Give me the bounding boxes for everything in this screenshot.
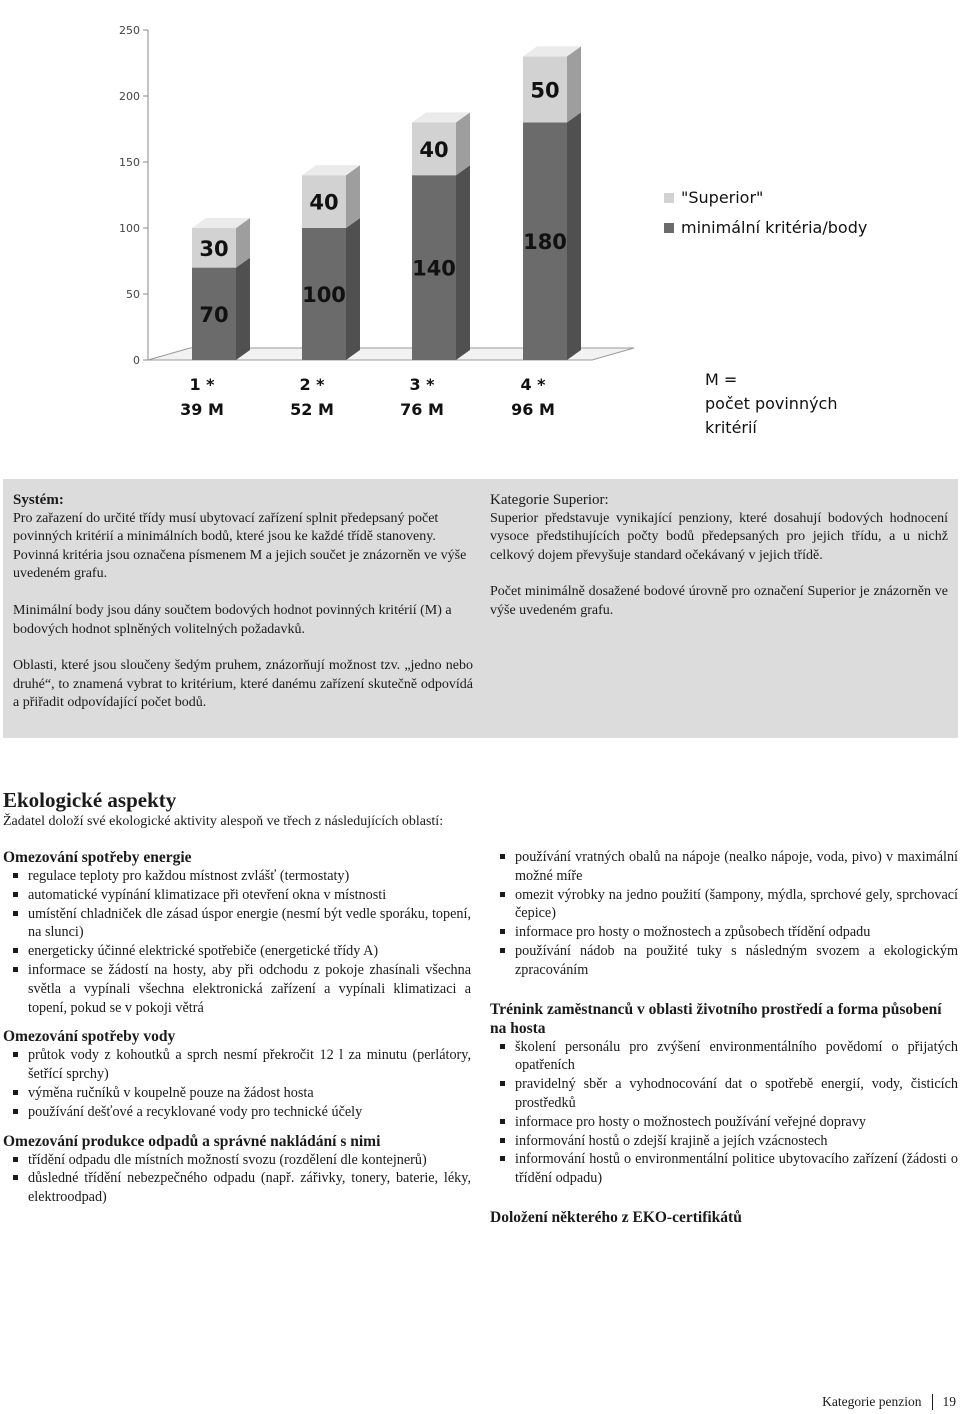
list-item-text: používání vratných obalů na nápoje (nealko nápoje, voda, pivo) v maximální možné míře [515, 849, 958, 884]
water-list [3, 1046, 471, 1121]
chart-note: kritérií [705, 418, 757, 437]
list-item [3, 942, 471, 961]
bar-value-label: 180 [523, 230, 567, 255]
square-bullet-icon [13, 1052, 18, 1057]
waste-list [3, 1151, 471, 1207]
list-item-text: informace se žádostí na hosty, aby při odchodu z pokoje zhasínali všechna světla a vypínali všechna elektronická zařízení a vypínali klimatizaci a topení, pokud se v pokoji větrá [28, 961, 471, 1016]
list-item [490, 1132, 958, 1151]
square-bullet-icon [13, 1090, 18, 1095]
list-item [490, 1113, 958, 1132]
legend-swatch [664, 223, 674, 233]
system-column [13, 491, 473, 713]
energy-list [3, 867, 471, 1017]
superior-heading: Kategorie Superior: [490, 492, 609, 508]
water-heading: Omezování spotřeby vody [3, 1028, 176, 1046]
waste-list-continued [490, 848, 958, 980]
list-item [3, 905, 471, 943]
page-number: 19 [942, 1394, 956, 1409]
bar-value-label: 50 [530, 78, 560, 103]
y-tick-label: 100 [119, 222, 140, 235]
category-label: 1 * [189, 375, 215, 394]
list-item-text: výměna ručníků v koupelně pouze na žádost hosta [28, 1084, 314, 1101]
list-item-text: třídění odpadu dle místních možností svozu (rozdělení dle kontejnerů) [28, 1151, 427, 1168]
list-item [490, 886, 958, 924]
list-item [490, 1075, 958, 1113]
system-paragraph-3: Oblasti, které jsou sloučeny šedým pruhem, znázorňují možnost tzv. „jedno nebo druhé“, to znamená vybrat to kritérium, které danému zařízení skutečně odpovídá a přiřadit odpovídající počet bodů. [13, 658, 473, 711]
category-label: 3 * [409, 375, 435, 394]
square-bullet-icon [13, 1157, 18, 1162]
list-item-text: informování hostů o environmentální politice ubytovacího zařízení (žádosti o třídění odpadu) [515, 1151, 958, 1187]
superior-column [490, 491, 948, 621]
category-sublabel: 52 M [290, 400, 334, 419]
square-bullet-icon [500, 1156, 505, 1161]
chart-note: počet povinných [705, 394, 838, 413]
square-bullet-icon [500, 1119, 505, 1124]
square-bullet-icon [500, 892, 505, 897]
list-item-text: informace pro hosty o možnostech používání veřejné dopravy [515, 1113, 867, 1130]
training-heading: Trénink zaměstnanců v oblasti životního prostředí a forma působení na hosta [490, 1000, 942, 1037]
square-bullet-icon [500, 929, 505, 934]
chart-note: M = [705, 370, 738, 389]
y-tick-label: 150 [119, 156, 140, 169]
list-item-text: pravidelný sběr a vyhodnocování dat o spotřebě energií, vody, čisticích prostředků [515, 1076, 958, 1111]
square-bullet-icon [13, 967, 18, 972]
bar-side-minimum [456, 165, 470, 360]
bar-side-minimum [236, 258, 250, 360]
system-paragraph-2: Minimální body jsou dány součtem bodových hodnot povinných kritérií (M) a bodových hodnot splněných volitelných požadavků. [13, 602, 452, 637]
stacked-bar-chart [0, 0, 960, 450]
square-bullet-icon [500, 854, 505, 859]
eco-left-column [3, 848, 471, 1217]
list-item-text: energeticky účinné elektrické spotřebiče (energetické třídy A) [28, 943, 379, 960]
list-item [3, 867, 471, 886]
list-item [490, 1150, 958, 1188]
list-item [490, 923, 958, 942]
square-bullet-icon [13, 873, 18, 878]
category-label: 4 * [520, 375, 546, 394]
list-item-text: informování hostů o zdejší krajině a jejích vzácnostech [515, 1132, 828, 1149]
square-bullet-icon [500, 1044, 505, 1049]
list-item [3, 1151, 471, 1170]
y-tick-label: 0 [133, 354, 140, 367]
footer-divider [932, 1394, 933, 1410]
legend-swatch [664, 193, 674, 203]
list-item [490, 942, 958, 980]
square-bullet-icon [13, 911, 18, 916]
legend-label: "Superior" [681, 188, 764, 207]
square-bullet-icon [13, 948, 18, 953]
list-item [3, 886, 471, 905]
info-box [3, 479, 958, 738]
bar-side-minimum [346, 218, 360, 360]
y-tick-label: 200 [119, 90, 140, 103]
bar-side-superior [567, 46, 581, 122]
category-sublabel: 96 M [511, 400, 555, 419]
legend-label: minimální kritéria/body [681, 218, 868, 237]
bar-value-label: 40 [309, 190, 339, 215]
category-sublabel: 76 M [400, 400, 444, 419]
list-item-text: důsledné třídění nebezpečného odpadu (např. zářivky, tonery, baterie, léky, elektroodpad) [28, 1170, 471, 1206]
list-item-text: omezit výrobky na jedno použití (šampony, mýdla, sprchové gely, sprchovací čepice) [515, 886, 958, 922]
list-item-text: průtok vody z kohoutků a sprch nesmí překročit 12 l za minutu (perlátory, šetřící sprchy) [28, 1047, 471, 1083]
footer-section: Kategorie penzion [822, 1394, 922, 1409]
y-tick-label: 50 [126, 288, 140, 301]
list-item [3, 1103, 471, 1122]
list-item-text: informace pro hosty o možnostech a způsobech třídění odpadu [515, 924, 871, 941]
list-item [3, 1046, 471, 1084]
square-bullet-icon [13, 1175, 18, 1180]
bar-value-label: 70 [199, 302, 229, 327]
page-footer [822, 1394, 956, 1410]
list-item [490, 1038, 958, 1076]
energy-heading: Omezování spotřeby energie [3, 849, 192, 866]
category-label: 2 * [299, 375, 325, 394]
superior-paragraph-1: Superior představuje vynikající penziony, které dosahují bodových hodnocení vysoce předstihujících počty bodů předepsaných pro jejich třídu, a u nichž celkový dojem převyšuje standard očekávaný v jejich třídě. [490, 510, 948, 563]
square-bullet-icon [500, 1138, 505, 1143]
system-heading: Systém: [13, 492, 64, 508]
list-item-text: školení personálu pro zvýšení environmentálního povědomí o přijatých opatřeních [515, 1038, 958, 1074]
eco-right-column [490, 848, 958, 1227]
list-item [3, 961, 471, 1017]
waste-heading: Omezování produkce odpadů a správné nakládání s nimi [3, 1132, 381, 1150]
list-item-text: umístění chladniček dle zásad úspor energie (nesmí být vedle sporáku, topení, na slunci) [28, 905, 471, 941]
list-item [3, 1084, 471, 1103]
y-tick-label: 250 [119, 24, 140, 37]
square-bullet-icon [13, 892, 18, 897]
square-bullet-icon [500, 1081, 505, 1086]
superior-paragraph-2: Počet minimálně dosažené bodové úrovně pro označení Superior je znázorněn ve výše uvedeném grafu. [490, 584, 948, 618]
certificate-heading: Doložení některého z EKO-certifikátů [490, 1208, 742, 1226]
bar-value-label: 30 [199, 236, 229, 261]
category-sublabel: 39 M [180, 400, 224, 419]
system-paragraph-1: Pro zařazení do určité třídy musí ubytovací zařízení splnit předepsaný počet povinných kritérií a minimálních bodů, které jsou ke každé třídě stanoveny. Povinná kritéria jsou označena písmenem M a jejich součet je znázorněn ve výše uvedeném grafu. [13, 510, 467, 582]
list-item-text: používání dešťové a recyklované vody pro technické účely [28, 1103, 363, 1120]
bar-value-label: 140 [412, 256, 456, 281]
square-bullet-icon [13, 1109, 18, 1114]
square-bullet-icon [500, 948, 505, 953]
list-item [3, 1169, 471, 1207]
bar-value-label: 100 [302, 283, 346, 307]
bar-side-minimum [567, 112, 581, 360]
list-item-text: používání nádob na použité tuky s následným svozem a ekologickým zpracováním [515, 942, 958, 978]
list-item-text: automatické vypínání klimatizace při otevření okna v místnosti [28, 886, 387, 903]
bar-side-superior [346, 165, 360, 228]
list-item [490, 848, 958, 886]
section-title: Ekologické aspekty [3, 788, 177, 812]
bar-side-superior [456, 112, 470, 175]
bar-value-label: 40 [419, 137, 449, 162]
section-subtitle: Žadatel doloží své ekologické aktivity alespoň ve třech z následujících oblastí: [3, 814, 444, 829]
list-item-text: regulace teploty pro každou místnost zvlášť (termostaty) [28, 868, 350, 884]
training-list [490, 1038, 958, 1188]
